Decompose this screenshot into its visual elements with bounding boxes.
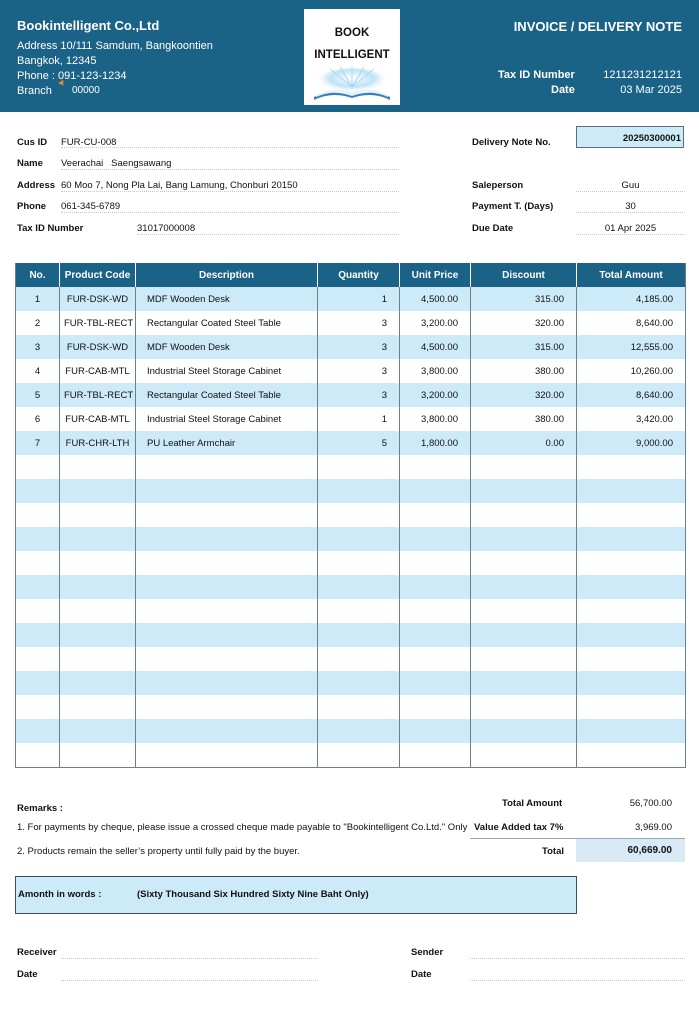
table-cell [577,455,686,479]
table-cell: 3,800.00 [400,407,471,431]
receiver-date-label: Date [17,969,38,980]
company-phone: Phone : 091-123-1234 [17,70,127,82]
sender-signature-line[interactable] [470,958,685,959]
company-address-line1: Address 10/111 Samdum, Bangkoontien [17,40,213,52]
remarks-label: Remarks : [17,803,63,814]
payment-terms-label: Payment T. (Days) [472,201,554,212]
table-cell: MDF Wooden Desk [136,287,318,311]
name-value: Veerachai Saengsawang [61,158,172,169]
table-row-empty [16,671,686,695]
remark-cheque: 1. For payments by cheque, please issue a crossed cheque made payable to "Bookintelligent Co.Ltd." Only [17,822,468,833]
table-cell: 5 [16,383,60,407]
table-cell [136,599,318,623]
table-cell: Rectangular Coated Steel Table [136,383,318,407]
remark-ownership: 2. Products remain the seller’s property until fully paid by the buyer. [17,846,300,857]
table-cell [136,551,318,575]
logo-text-line2: INTELLIGENT [314,49,390,61]
table-cell [400,599,471,623]
amount-in-words-label: Amonth in words : [18,889,102,900]
table-cell: 0.00 [471,431,577,455]
table-cell [60,503,136,527]
col-header-description: Description [136,263,318,287]
invoice-header [0,0,699,112]
total-amount-label: Total Amount [502,798,563,809]
receiver-signature-line[interactable] [61,958,318,959]
divider [61,191,399,192]
delivery-note-value: 20250300001 [622,133,681,144]
table-cell [16,743,60,767]
customer-tax-id-label: Tax ID Number [17,223,84,234]
table-cell [471,479,577,503]
table-cell [400,575,471,599]
col-header-discount: Discount [471,263,577,287]
table-cell [577,743,686,767]
table-cell: PU Leather Armchair [136,431,318,455]
table-cell [318,551,400,575]
table-cell: 1,800.00 [400,431,471,455]
table-cell [400,551,471,575]
table-cell [400,503,471,527]
table-cell [136,479,318,503]
table-cell [471,623,577,647]
table-cell: 3 [318,359,400,383]
table-cell: 315.00 [471,335,577,359]
table-cell: 5 [318,431,400,455]
sender-label: Sender [411,947,444,958]
table-cell: MDF Wooden Desk [136,335,318,359]
amount-in-words-value: (Sixty Thousand Six Hundred Sixty Nine Baht Only) [137,889,369,900]
table-cell [400,695,471,719]
table-cell [400,671,471,695]
invoice-date-label: Date [551,84,575,96]
table-row [16,431,686,455]
table-cell: 1 [16,287,60,311]
table-cell [136,671,318,695]
divider [137,234,399,235]
table-cell: 12,555.00 [577,335,686,359]
due-date-value: 01 Apr 2025 [604,223,657,234]
branch-value: 00000 [72,85,100,96]
table-cell: 4,500.00 [400,287,471,311]
table-row-empty [16,623,686,647]
table-cell: 7 [16,431,60,455]
total-amount-value: 56,700.00 [629,798,672,809]
delivery-note-label: Delivery Note No. [472,137,551,148]
table-cell: Rectangular Coated Steel Table [136,311,318,335]
grand-total-value: 60,669.00 [627,845,672,856]
sender-date-line[interactable] [470,980,685,981]
items-table [15,263,686,768]
col-header-product-code: Product Code [60,263,136,287]
table-row-empty [16,719,686,743]
table-cell: 9,000.00 [577,431,686,455]
amount-in-words-box [15,876,577,914]
table-cell [60,743,136,767]
document-title: INVOICE / DELIVERY NOTE [513,19,682,34]
vat-label: Value Added tax 7% [474,822,564,833]
table-cell [577,671,686,695]
table-cell [577,647,686,671]
table-cell [318,671,400,695]
saleperson-label: Saleperson [472,180,524,191]
table-cell [577,527,686,551]
table-cell: 8,640.00 [577,311,686,335]
table-cell: 320.00 [471,311,577,335]
col-header-unit-price: Unit Price [400,263,471,287]
table-cell [318,647,400,671]
table-cell [16,623,60,647]
table-cell: 380.00 [471,359,577,383]
company-tax-id-value: 1211231212121 [603,69,682,81]
table-cell [16,551,60,575]
table-cell [471,671,577,695]
table-cell [318,503,400,527]
phone-value: 061-345-6789 [61,201,121,212]
table-header-row [16,263,686,287]
due-date-label: Due Date [472,223,514,234]
table-cell [318,599,400,623]
table-cell: 3 [318,311,400,335]
table-cell [577,623,686,647]
table-row [16,287,686,311]
open-book-icon [310,67,394,103]
table-cell: Industrial Steel Storage Cabinet [136,407,318,431]
table-cell: 2 [16,311,60,335]
table-cell [318,527,400,551]
table-row [16,407,686,431]
table-cell [471,647,577,671]
address-label: Address [17,180,56,191]
table-row-empty [16,575,686,599]
table-cell [471,719,577,743]
logo-text-line1: BOOK [334,27,370,39]
table-cell [16,647,60,671]
invoice-date-value: 03 Mar 2025 [620,84,682,96]
table-cell [577,695,686,719]
table-cell: 4,185.00 [577,287,686,311]
table-cell [60,575,136,599]
table-cell [60,695,136,719]
table-cell: 10,260.00 [577,359,686,383]
table-row-empty [16,527,686,551]
table-cell [16,503,60,527]
table-cell [60,719,136,743]
table-cell [318,455,400,479]
table-cell [471,599,577,623]
table-cell [60,527,136,551]
divider [576,212,685,213]
table-cell [400,719,471,743]
table-row [16,359,686,383]
cus-id-value: FUR-CU-008 [61,137,117,148]
table-cell [318,575,400,599]
table-row-empty [16,551,686,575]
divider [61,147,399,148]
table-row-empty [16,503,686,527]
table-row-empty [16,599,686,623]
table-row [16,383,686,407]
table-cell [136,647,318,671]
table-cell [577,503,686,527]
table-row [16,311,686,335]
table-cell: 3,200.00 [400,383,471,407]
table-cell: FUR-CAB-MTL [60,407,136,431]
receiver-date-line[interactable] [61,980,318,981]
table-cell [136,455,318,479]
table-cell: 3 [16,335,60,359]
branch-label: Branch [17,85,52,97]
table-cell: 8,640.00 [577,383,686,407]
table-cell [60,479,136,503]
table-row-empty [16,647,686,671]
vat-value: 3,969.00 [635,822,672,833]
saleperson-value: Guu [621,180,640,191]
table-cell [577,551,686,575]
phone-label: Phone [17,201,47,212]
table-body [16,287,686,767]
table-cell: 3,800.00 [400,359,471,383]
col-header-total-amount: Total Amount [577,263,686,287]
table-cell [16,599,60,623]
table-row-empty [16,695,686,719]
table-cell: 315.00 [471,287,577,311]
divider [61,212,399,213]
table-cell: 380.00 [471,407,577,431]
divider [576,234,685,235]
company-name: Bookintelligent Co.,Ltd [17,18,160,33]
table-cell [471,551,577,575]
table-cell: 3,420.00 [577,407,686,431]
table-cell [136,719,318,743]
name-label: Name [17,158,43,169]
table-cell [16,455,60,479]
table-cell [136,695,318,719]
table-cell [318,719,400,743]
table-cell [471,695,577,719]
table-cell [16,575,60,599]
table-cell [60,455,136,479]
table-cell [136,575,318,599]
table-cell: 6 [16,407,60,431]
table-cell [471,575,577,599]
table-cell [318,743,400,767]
table-cell [60,647,136,671]
table-cell: FUR-TBL-RECT [60,383,136,407]
table-cell [471,503,577,527]
table-cell: 3 [318,335,400,359]
table-cell: 1 [318,287,400,311]
company-address-line2: Bangkok, 12345 [17,55,97,67]
table-cell [318,695,400,719]
sender-date-label: Date [411,969,432,980]
table-cell: 3,200.00 [400,311,471,335]
col-header-no: No. [16,263,60,287]
table-cell [60,623,136,647]
table-cell: 1 [318,407,400,431]
table-cell [400,743,471,767]
table-cell: FUR-DSK-WD [60,335,136,359]
payment-terms-value: 30 [625,201,636,212]
table-cell: FUR-CHR-LTH [60,431,136,455]
table-cell: 3 [318,383,400,407]
grand-total-box [576,839,685,862]
table-cell [400,623,471,647]
table-cell: FUR-TBL-RECT [60,311,136,335]
table-row-empty [16,455,686,479]
delivery-note-field[interactable] [576,126,684,148]
divider [61,169,399,170]
table-cell [136,743,318,767]
table-row-empty [16,479,686,503]
table-cell [577,479,686,503]
table-cell [318,623,400,647]
table-cell: FUR-DSK-WD [60,287,136,311]
table-cell [471,455,577,479]
table-cell: 4,500.00 [400,335,471,359]
cus-id-label: Cus ID [17,137,48,148]
table-cell [16,719,60,743]
table-cell [136,527,318,551]
table-cell: FUR-CAB-MTL [60,359,136,383]
table-cell [400,647,471,671]
table-cell: 4 [16,359,60,383]
company-tax-id-label: Tax ID Number [498,69,575,81]
table-cell [16,695,60,719]
table-cell [136,623,318,647]
table-cell [577,719,686,743]
divider [576,191,685,192]
table-cell [577,575,686,599]
table-cell [400,527,471,551]
table-cell [577,599,686,623]
table-cell [136,503,318,527]
customer-tax-id-value: 31017000008 [137,223,196,234]
table-cell [16,671,60,695]
table-cell [471,743,577,767]
table-cell [400,455,471,479]
table-cell [318,479,400,503]
table-cell [471,527,577,551]
table-cell [16,527,60,551]
table-cell: 320.00 [471,383,577,407]
col-header-quantity: Quantity [318,263,400,287]
table-cell [400,479,471,503]
company-logo [304,9,400,105]
table-cell: Industrial Steel Storage Cabinet [136,359,318,383]
table-cell [60,671,136,695]
grand-total-label: Total [542,846,564,857]
table-cell [60,551,136,575]
table-cell [16,479,60,503]
table-cell [60,599,136,623]
table-row [16,335,686,359]
address-value: 60 Moo 7, Nong Pla Lai, Bang Lamung, Chonburi 20150 [61,180,298,191]
receiver-label: Receiver [17,947,57,958]
table-row-empty [16,743,686,767]
